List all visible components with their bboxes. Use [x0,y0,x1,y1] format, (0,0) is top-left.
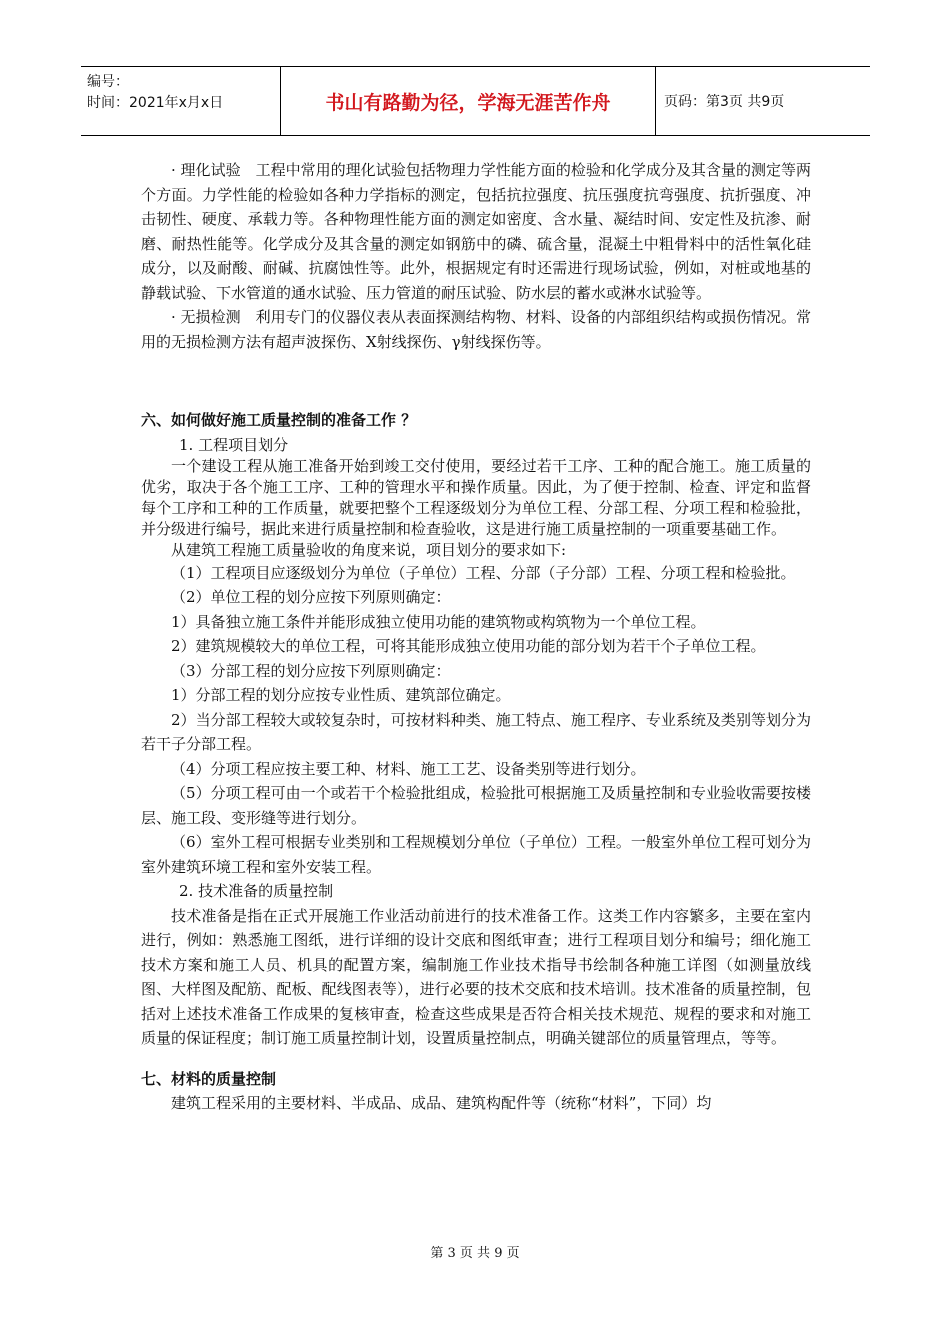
list-item: 从建筑工程施工质量验收的角度来说，项目划分的要求如下: [171,540,567,559]
test-methods-section [141,158,811,354]
list-item: （5）分项工程可由一个或若干个检验批组成，检验批可根据施工及质量控制和专业验收需要按楼层、施工段、变形缝等进行划分。 [141,784,811,827]
subsection-1-title: 1. 工程项目划分 [179,435,289,454]
paragraph-nondestructive-test: · 无损检测 利用专门的仪器仪表从表面探测结构物、材料、设备的内部组织结构或损伤情况。常用的无损检测方法有超声波探伤、X射线探伤、γ射线探伤等。 [141,308,811,351]
document-header [81,66,870,136]
list-item: 1）具备独立施工条件并能形成独立使用功能的建筑物或构筑物为一个单位工程。 [171,612,706,631]
number-label: 编号： [87,74,129,90]
subsection-2-title: 2. 技术准备的质量控制 [179,882,334,900]
section-6 [141,408,811,1116]
list-item: （4）分项工程应按主要工种、材料、施工工艺、设备类别等进行划分。 [171,759,646,778]
page-footer: 第 3 页 共 9 页 [430,1246,520,1261]
list-item: （2）单位工程的划分应按下列原则确定： [171,588,451,606]
header-motto: 书山有路勤为径，学海无涯苦作舟 [280,67,656,135]
list-item: （1）工程项目应逐级划分为单位（子单位）工程、分部（子分部）工程、分项工程和检验批。 [171,563,796,582]
section-7-title: 七、材料的质量控制 [141,1069,277,1088]
subsection-2-paragraph: 技术准备是指在正式开展施工作业活动前进行的技术准备工作。这类工作内容繁多，主要在室内进行，例如：熟悉施工图纸，进行详细的设计交底和图纸审查；进行工程项目划分和编号；细化施工技术方案和施工人员、机具的配置方案，编制施工作业技术指导书绘制各种施工详图（如测量放线图、大样图及配筋、配板、配线图表等），进行必要的技术交底和技术培训。技术准备的质量控制，包括对上述技术准备工作成果的复核审查，检查这些成果是否符合相关技术规范、规程的要求和对施工质量的保证程度；制订施工质量控制计划，设置质量控制点，明确关键部位的质量管理点，等等。 [141,906,811,1047]
header-page-label: 页码：第3页 共9页 [664,94,785,110]
header-info-cell [81,67,280,135]
section-7-paragraph: 建筑工程采用的主要材料、半成品、成品、建筑构配件等（统称“材料”，下同）均 [171,1094,712,1112]
list-item: （3）分部工程的划分应按下列原则确定： [171,661,451,680]
list-item: 2）建筑规模较大的单位工程，可将其能形成独立使用功能的部分划为若干个子单位工程。 [171,637,766,655]
section-6-title: 六、如何做好施工质量控制的准备工作 ？ [141,411,417,429]
list-item: 2）当分部工程较大或较复杂时，可按材料种类、施工特点、施工程序、专业系统及类别等划分为若干子分部工程。 [141,710,811,753]
paragraph-physical-chemical-test: · 理化试验 工程中常用的理化试验包括物理力学性能方面的检验和化学成分及其含量的测定等两个方面。力学性能的检验如各种力学指标的测定，包括抗拉强度、抗压强度抗弯强度、抗折强度、冲击韧性、硬度、承载力等。各种物理性能方面的测定如密度、含水量、凝结时间、安定性及抗渗、耐磨、耐热性能等。化学成分及其含量的测定如钢筋中的磷、硫含量，混凝土中粗骨料中的活性氧化硅成分，以及耐酸、耐碱、抗腐蚀性等。此外，根据规定有时还需进行现场试验，例如，对桩或地基的静载试验、下水管道的通水试验、压力管道的耐压试验、防水层的蓄水或淋水试验等。 [141,161,811,302]
subsection-1-paragraph: 一个建设工程从施工准备开始到竣工交付使用，要经过若干工序、工种的配合施工。施工质量的优劣，取决于各个施工工序、工种的管理水平和操作质量。因此，为了便于控制、检查、评定和监督每个工序和工种的工作质量，就要把整个工程逐级划分为单位工程、分部工程、分项工程和检验批，并分级进行编号，据此来进行质量控制和检查验收，这是进行施工质量控制的一项重要基础工作。 [141,456,811,538]
list-item: 1）分部工程的划分应按专业性质、建筑部位确定。 [171,686,511,704]
list-item: （6）室外工程可根据专业类别和工程规模划分单位（子单位）工程。一般室外单位工程可划分为室外建筑环境工程和室外安装工程。 [141,833,811,876]
time-label: 时间：2021年x月x日 [87,95,224,111]
